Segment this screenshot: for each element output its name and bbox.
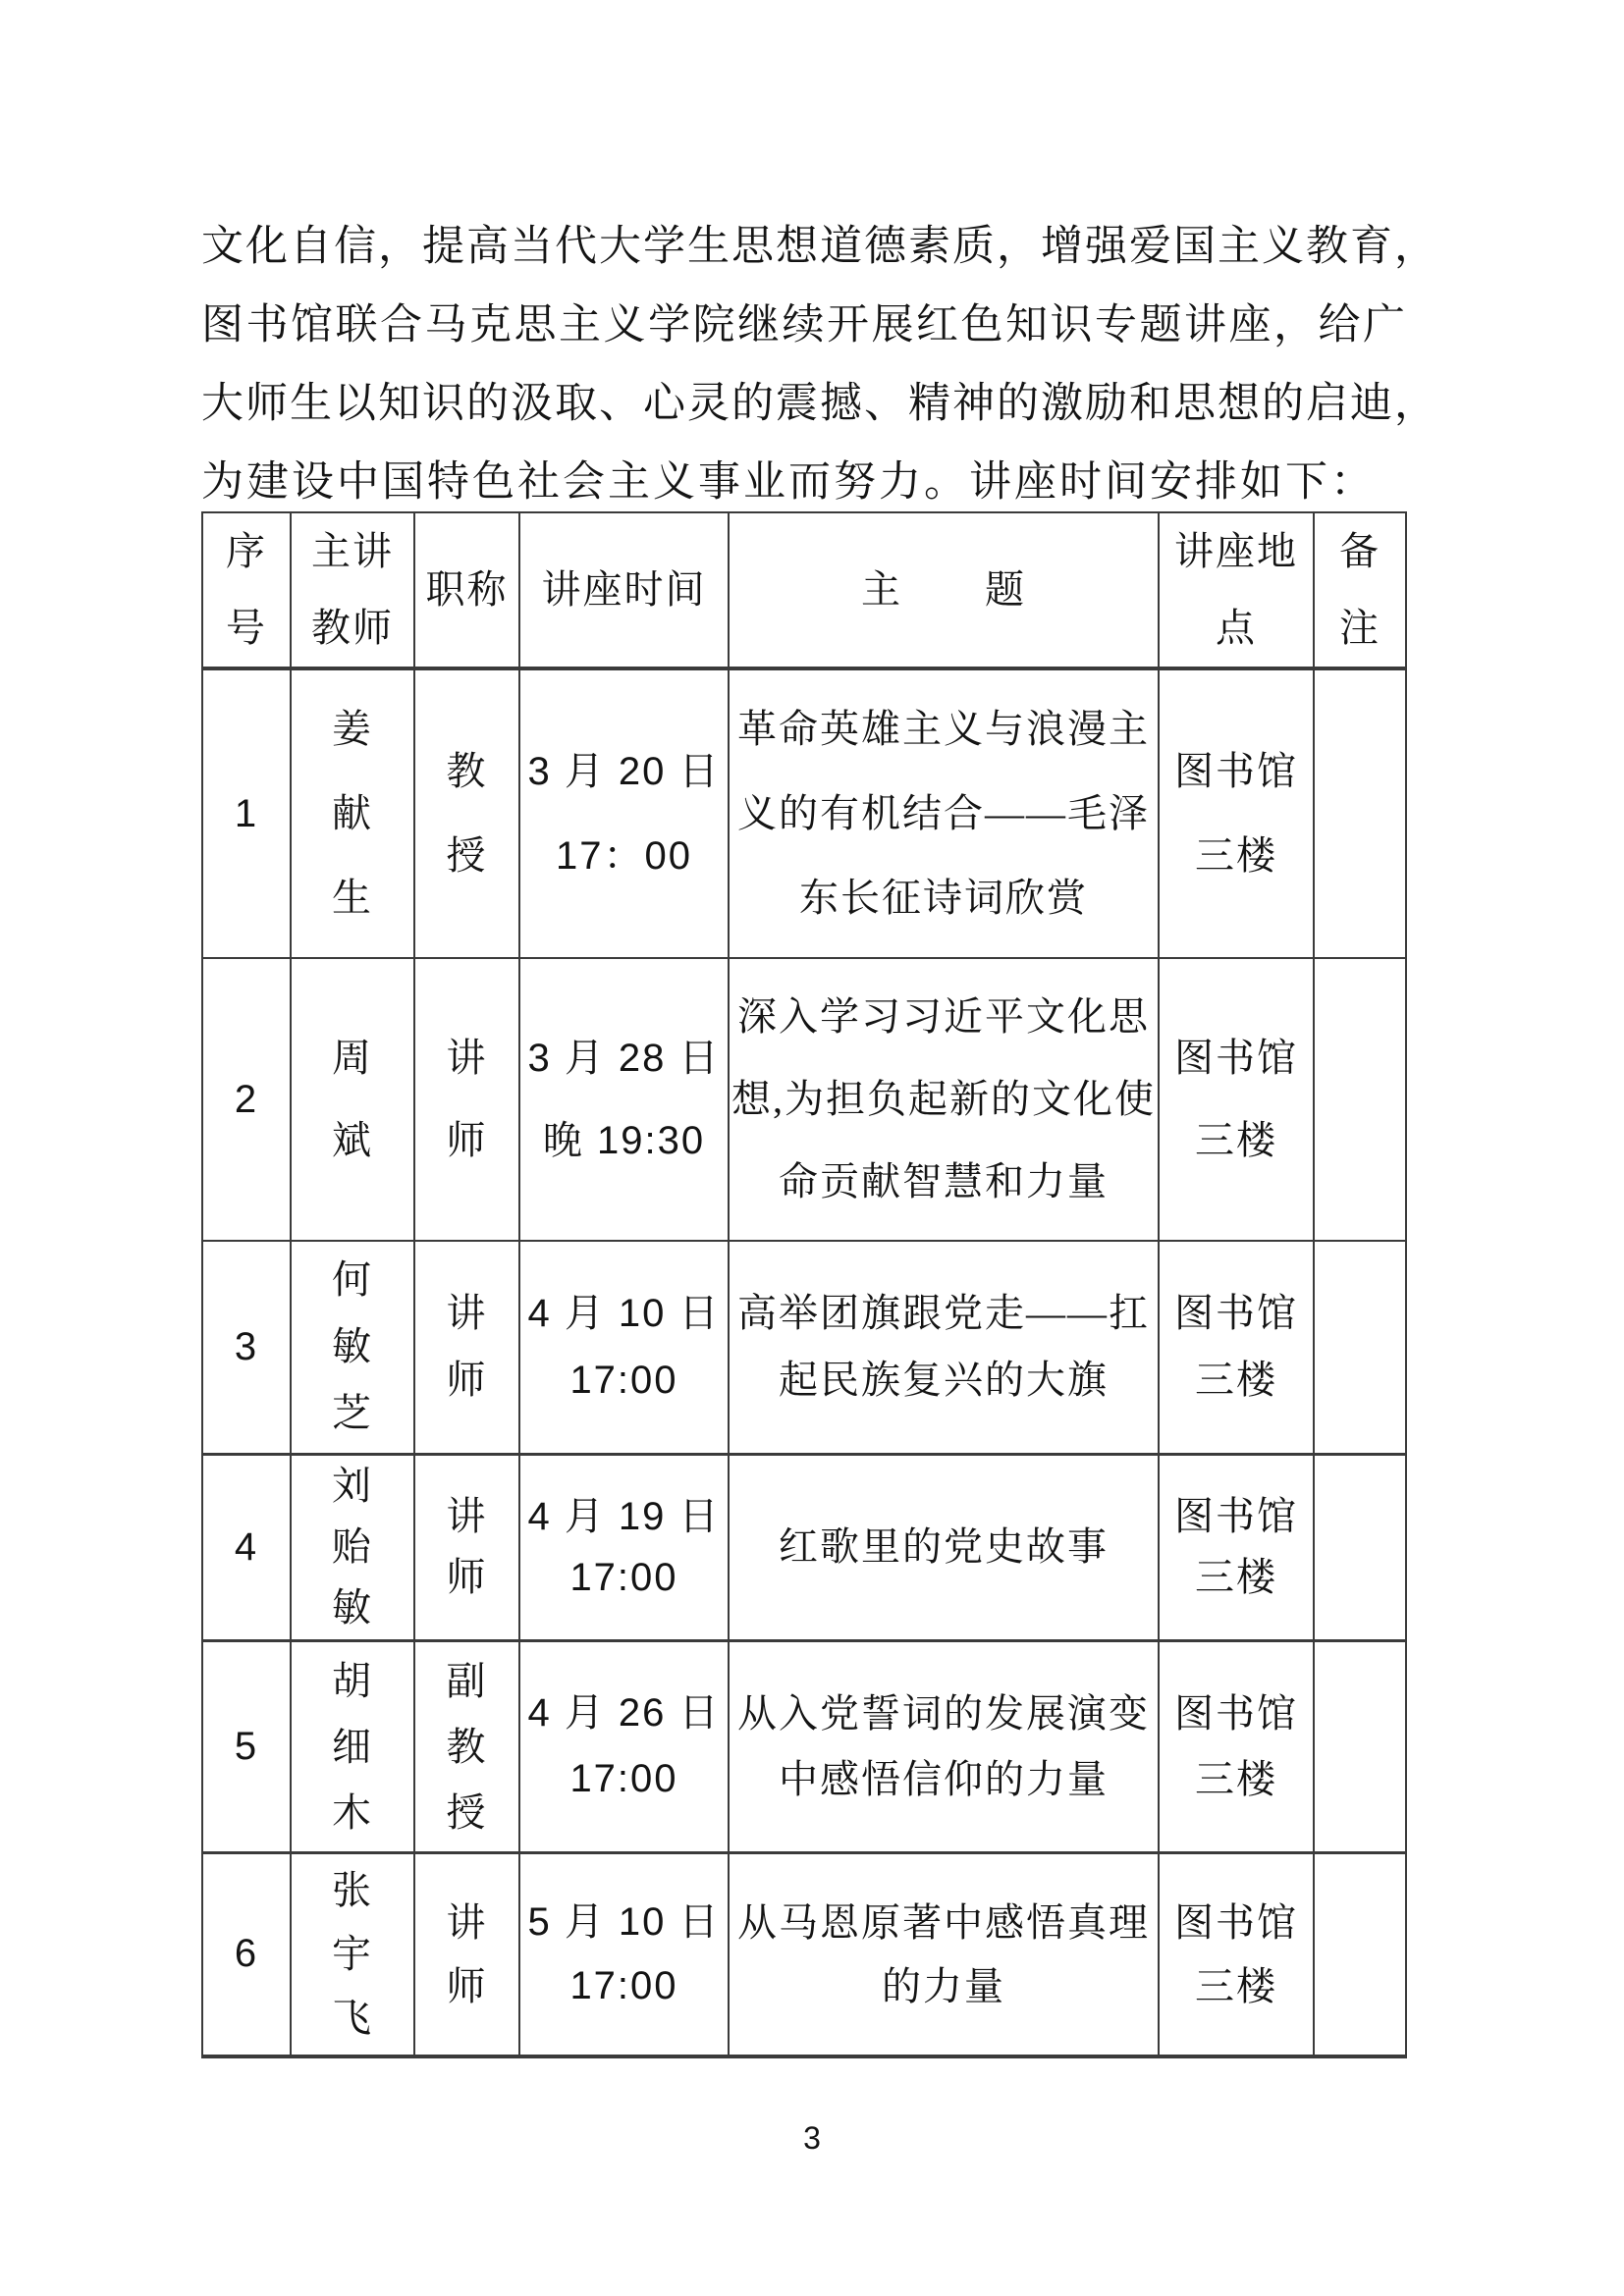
cell-seq <box>202 1454 291 1640</box>
cell-line: 副 <box>446 1658 488 1703</box>
cell-line: 从入党誓词的发展演变 <box>737 1691 1150 1735</box>
cell-line: 图书馆 <box>1174 1291 1298 1336</box>
cell-line: 图书馆 <box>1174 749 1298 793</box>
cell-line: 敏 <box>332 1585 373 1629</box>
header-seq <box>202 512 291 668</box>
table-row <box>202 1852 1406 2056</box>
cell-title <box>414 958 519 1241</box>
cell-line: 师 <box>446 1963 488 2008</box>
cell-topic <box>729 1640 1159 1852</box>
cell-line: 生 <box>332 876 373 920</box>
cell-line: 4 月 10 日 <box>527 1292 721 1336</box>
cell-line: 飞 <box>332 1996 373 2041</box>
cell-line: 教 <box>446 1724 488 1769</box>
cell-line: 三楼 <box>1195 1757 1277 1801</box>
header-title <box>414 512 519 668</box>
cell-line: 高举团旗跟党走——扛 <box>737 1291 1150 1336</box>
table-row <box>202 1454 1406 1640</box>
cell-line: 6 <box>234 1932 259 1976</box>
cell-line: 献 <box>332 791 373 835</box>
cell-line: 4 月 19 日 <box>527 1495 721 1538</box>
cell-teacher <box>291 958 414 1241</box>
cell-line: 何 <box>332 1257 373 1303</box>
cell-location <box>1159 1241 1314 1454</box>
cell-line: 师 <box>446 1358 488 1403</box>
cell-line: 职称 <box>425 567 509 612</box>
cell-remark <box>1314 958 1406 1241</box>
paragraph-line: 文化自信，提高当代大学生思想道德素质，增强爱国主义教育， <box>201 224 1438 270</box>
cell-line: 义的有机结合——毛泽 <box>737 791 1150 835</box>
cell-line: 主 题 <box>861 567 1026 612</box>
paragraph-line: 图书馆联合马克思主义学院继续开展红色知识专题讲座，给广 <box>201 302 1407 348</box>
table-row <box>202 1241 1406 1454</box>
header-teacher <box>291 512 414 668</box>
cell-teacher <box>291 1852 414 2056</box>
cell-line: 授 <box>446 833 488 878</box>
cell-line: 教 <box>446 749 488 793</box>
cell-line: 图书馆 <box>1174 1691 1298 1735</box>
cell-line: 图书馆 <box>1174 1036 1298 1080</box>
cell-line: 5 月 10 日 <box>527 1899 721 1944</box>
cell-line: 想,为担负起新的文化使 <box>731 1077 1156 1121</box>
cell-line: 刘 <box>332 1464 373 1508</box>
cell-title <box>414 1640 519 1852</box>
cell-line: 17：00 <box>556 834 692 878</box>
cell-time <box>519 668 729 958</box>
cell-line: 主讲 <box>311 529 394 573</box>
cell-line: 讲 <box>446 1291 488 1336</box>
cell-line: 讲 <box>446 1036 488 1080</box>
cell-line: 备 <box>1339 529 1380 573</box>
cell-location <box>1159 1454 1314 1640</box>
cell-line: 东长征诗词欣赏 <box>799 876 1088 920</box>
paragraph-line: 大师生以知识的汲取、心灵的震撼、精神的激励和思想的启迪， <box>201 381 1438 427</box>
cell-line: 序 <box>226 529 267 573</box>
cell-line: 胡 <box>332 1658 373 1703</box>
cell-line: 1 <box>234 792 259 835</box>
header-topic <box>729 512 1159 668</box>
cell-title <box>414 1241 519 1454</box>
cell-title <box>414 1454 519 1640</box>
cell-line: 从马恩原著中感悟真理 <box>737 1899 1150 1945</box>
cell-location <box>1159 958 1314 1241</box>
page-number: 3 <box>803 2120 821 2156</box>
cell-remark <box>1314 668 1406 958</box>
cell-topic <box>729 668 1159 958</box>
body-paragraph <box>201 208 1438 522</box>
cell-line: 命贡献智慧和力量 <box>779 1159 1109 1203</box>
table-row <box>202 1640 1406 1852</box>
cell-line: 2 <box>234 1078 259 1121</box>
cell-time <box>519 1852 729 2056</box>
cell-time <box>519 958 729 1241</box>
cell-line: 讲座时间 <box>541 568 707 612</box>
cell-seq <box>202 1241 291 1454</box>
cell-line: 师 <box>446 1555 488 1599</box>
cell-line: 3 <box>234 1325 259 1369</box>
cell-line: 贻 <box>332 1524 373 1569</box>
cell-line: 讲座地 <box>1174 529 1298 573</box>
cell-line: 师 <box>446 1118 488 1162</box>
cell-line: 17:00 <box>569 1757 678 1800</box>
cell-line: 革命英雄主义与浪漫主 <box>737 707 1150 751</box>
table-header-row <box>202 512 1406 668</box>
cell-time <box>519 1454 729 1640</box>
cell-line: 4 月 26 日 <box>527 1691 721 1735</box>
cell-line: 三楼 <box>1195 1963 1277 2008</box>
cell-line: 讲 <box>446 1494 488 1538</box>
cell-line: 细 <box>332 1724 373 1769</box>
cell-teacher <box>291 1241 414 1454</box>
cell-topic <box>729 958 1159 1241</box>
cell-remark <box>1314 1454 1406 1640</box>
header-location <box>1159 512 1314 668</box>
cell-teacher <box>291 668 414 958</box>
cell-line: 三楼 <box>1195 1358 1277 1403</box>
cell-line: 号 <box>226 606 267 650</box>
cell-line: 三楼 <box>1195 1118 1277 1162</box>
cell-seq <box>202 958 291 1241</box>
cell-line: 4 <box>234 1525 259 1569</box>
cell-line: 的力量 <box>882 1963 1005 2008</box>
cell-time <box>519 1640 729 1852</box>
cell-line: 姜 <box>332 707 373 751</box>
cell-title <box>414 668 519 958</box>
cell-line: 敏 <box>332 1324 373 1369</box>
lecture-schedule-table <box>201 511 1407 2058</box>
cell-line: 张 <box>332 1868 373 1913</box>
cell-remark <box>1314 1852 1406 2056</box>
cell-line: 图书馆 <box>1174 1494 1298 1538</box>
cell-line: 17:00 <box>569 1556 678 1599</box>
cell-location <box>1159 1852 1314 2056</box>
cell-seq <box>202 1852 291 2056</box>
cell-line: 芝 <box>332 1391 373 1436</box>
cell-line: 注 <box>1339 606 1380 650</box>
cell-seq <box>202 1640 291 1852</box>
cell-time <box>519 1241 729 1454</box>
cell-line: 起民族复兴的大旗 <box>779 1358 1109 1403</box>
table-row <box>202 668 1406 958</box>
cell-line: 17:00 <box>569 1963 678 2007</box>
cell-remark <box>1314 1241 1406 1454</box>
cell-title <box>414 1852 519 2056</box>
cell-line: 授 <box>446 1789 488 1835</box>
cell-line: 深入学习习近平文化思 <box>737 994 1150 1039</box>
cell-topic <box>729 1241 1159 1454</box>
cell-remark <box>1314 1640 1406 1852</box>
cell-line: 三楼 <box>1195 833 1277 878</box>
cell-teacher <box>291 1454 414 1640</box>
cell-line: 5 <box>234 1724 259 1768</box>
cell-line: 红歌里的党史故事 <box>779 1524 1109 1569</box>
cell-line: 木 <box>332 1789 373 1835</box>
cell-location <box>1159 1640 1314 1852</box>
cell-line: 周 <box>332 1036 373 1080</box>
cell-line: 图书馆 <box>1174 1899 1298 1945</box>
cell-location <box>1159 668 1314 958</box>
cell-topic <box>729 1852 1159 2056</box>
cell-line: 17:00 <box>569 1359 678 1403</box>
paragraph-line: 为建设中国特色社会主义事业而努力。讲座时间安排如下： <box>201 459 1376 506</box>
cell-line: 中感悟信仰的力量 <box>779 1757 1109 1801</box>
table-row <box>202 958 1406 1241</box>
cell-line: 斌 <box>332 1118 373 1162</box>
cell-line: 讲 <box>446 1899 488 1945</box>
cell-line: 3 月 28 日 <box>527 1037 721 1080</box>
cell-line: 教师 <box>311 606 394 650</box>
cell-topic <box>729 1454 1159 1640</box>
header-remark <box>1314 512 1406 668</box>
cell-line: 宇 <box>332 1932 373 1977</box>
cell-teacher <box>291 1640 414 1852</box>
cell-line: 点 <box>1216 606 1257 650</box>
cell-seq <box>202 668 291 958</box>
header-time <box>519 512 729 668</box>
cell-line: 3 月 20 日 <box>527 750 721 793</box>
cell-line: 晚 19:30 <box>542 1119 706 1162</box>
cell-line: 三楼 <box>1195 1555 1277 1599</box>
